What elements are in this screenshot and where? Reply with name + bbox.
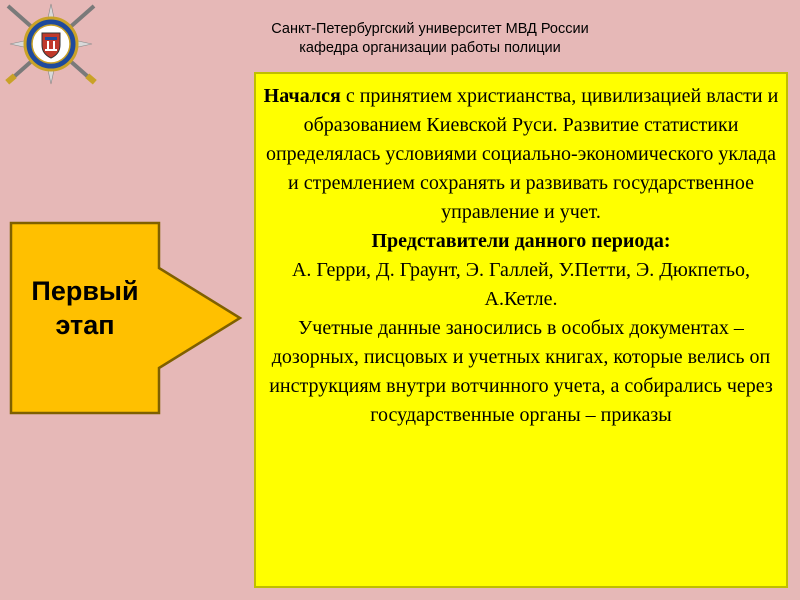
- intro-paragraph: [262, 82, 780, 227]
- department-name: кафедра организации работы полиции: [299, 40, 561, 56]
- stage-label-line2: этап: [55, 310, 115, 340]
- representatives-list: А. Герри, Д. Граунт, Э. Галлей, У.Петти, Э. Дюкпетьо, А.Кетле.: [291, 259, 751, 310]
- intro-bold: Начался: [263, 85, 341, 107]
- university-name: Санкт-Петербургский университет МВД России: [271, 21, 589, 37]
- stage-label: [11, 274, 159, 342]
- university-emblem-icon: [2, 2, 100, 86]
- content-textbox: [254, 72, 788, 588]
- header: [180, 20, 680, 58]
- representatives-heading: Представители данного периода:: [371, 230, 671, 252]
- intro-text: с принятием христианства, цивилизацией власти и образованием Киевской Руси. Развитие статистики определялась условиями социально-экономического уклада и стремлением сохранять и развивать государственное управление и учет.: [265, 85, 779, 223]
- records-paragraph: Учетные данные заносились в особых документах – дозорных, писцовых и учетных книгах, которые велись оп инструкциям внутри вотчинного учета, а собирались через государственные органы – приказы: [269, 317, 773, 426]
- stage-label-line1: Первый: [31, 276, 139, 306]
